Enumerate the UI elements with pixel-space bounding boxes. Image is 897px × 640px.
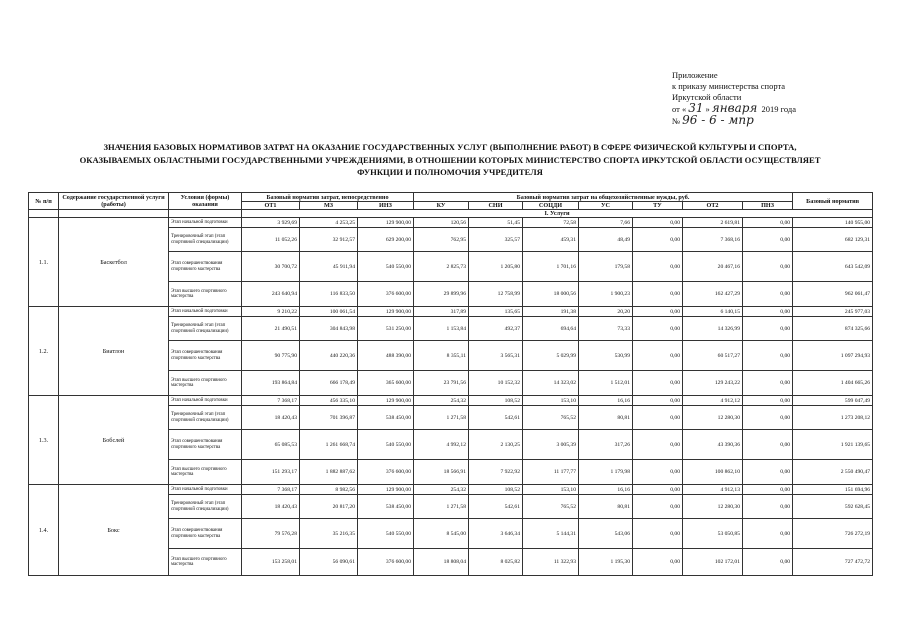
value-cell: 317,89	[414, 307, 469, 317]
value-cell: 129 900,00	[358, 485, 414, 495]
group-number: 1.2.	[29, 307, 59, 396]
value-cell: 1 900,23	[579, 282, 633, 307]
value-cell: 682 129,31	[793, 228, 873, 252]
value-cell: 530,99	[579, 341, 633, 371]
value-cell: 1 404 665,26	[793, 371, 873, 396]
value-cell: 193 864,84	[242, 371, 300, 396]
value-cell: 0,00	[633, 341, 683, 371]
section-blank	[169, 210, 242, 218]
value-cell: 18 566,91	[414, 460, 469, 485]
value-cell: 45 911,94	[300, 252, 358, 282]
date-year: 2019 года	[761, 104, 797, 114]
header-col-sni: СНИ	[469, 202, 523, 210]
value-cell: 2 619,81	[683, 218, 743, 228]
value-cell: 0,00	[743, 371, 793, 396]
value-cell: 1 701,16	[523, 252, 579, 282]
value-cell: 7,66	[579, 218, 633, 228]
value-cell: 492,37	[469, 317, 523, 341]
appendix-line-2: к приказу министерства спорта	[672, 81, 786, 91]
value-cell: 5 144,31	[523, 519, 579, 549]
value-cell: 540 550,00	[358, 430, 414, 460]
value-cell: 0,00	[743, 519, 793, 549]
header-col-mz: МЗ	[300, 202, 358, 210]
value-cell: 65 085,53	[242, 430, 300, 460]
value-cell: 592 628,45	[793, 495, 873, 519]
header-general: Базовый норматив затрат на общехозяйственные нужды, руб.	[414, 193, 793, 202]
value-cell: 0,00	[743, 228, 793, 252]
value-cell: 694,64	[523, 317, 579, 341]
sport-name: Баскетбол	[59, 218, 169, 307]
appendix-number	[672, 115, 872, 127]
value-cell: 701 396,87	[300, 406, 358, 430]
value-cell: 16,16	[579, 396, 633, 406]
value-cell: 8 545,00	[414, 519, 469, 549]
value-cell: 376 600,00	[358, 549, 414, 576]
condition-cell: Этап высшего спортивного мастерства	[169, 371, 242, 396]
value-cell: 56 090,61	[300, 549, 358, 576]
value-cell: 21 490,51	[242, 317, 300, 341]
value-cell: 243 640,94	[242, 282, 300, 307]
value-cell: 0,00	[633, 371, 683, 396]
value-cell: 11 322,93	[523, 549, 579, 576]
value-cell: 0,00	[743, 430, 793, 460]
value-cell: 440 220,36	[300, 341, 358, 371]
value-cell: 12 280,30	[683, 495, 743, 519]
value-cell: 108,52	[469, 485, 523, 495]
value-cell: 0,00	[633, 317, 683, 341]
value-cell: 1 882 887,62	[300, 460, 358, 485]
title-line-3: ФУНКЦИИ И ПОЛНОМОЧИЯ УЧРЕДИТЕЛЯ	[357, 167, 543, 177]
value-cell: 540 550,00	[358, 519, 414, 549]
value-cell: 51,45	[469, 218, 523, 228]
value-cell: 135,65	[469, 307, 523, 317]
value-cell: 120,56	[414, 218, 469, 228]
value-cell: 6 140,15	[683, 307, 743, 317]
value-cell: 0,00	[743, 218, 793, 228]
header-conditions: Условия (формы) оказания	[169, 193, 242, 210]
value-cell: 0,00	[633, 228, 683, 252]
value-cell: 2 550 490,47	[793, 460, 873, 485]
value-cell: 1 512,01	[579, 371, 633, 396]
value-cell: 162 427,29	[683, 282, 743, 307]
value-cell: 317,26	[579, 430, 633, 460]
condition-cell: Этап начальной подготовки	[169, 218, 242, 228]
value-cell: 4 912,13	[683, 485, 743, 495]
value-cell: 1 261 668,74	[300, 430, 358, 460]
value-cell: 1 097 294,93	[793, 341, 873, 371]
sport-name: Биатлон	[59, 307, 169, 396]
value-cell: 108,52	[469, 396, 523, 406]
value-cell: 153,10	[523, 485, 579, 495]
condition-cell: Этап совершенствования спортивного мастерства	[169, 430, 242, 460]
value-cell: 962 061,47	[793, 282, 873, 307]
value-cell: 1 205,80	[469, 252, 523, 282]
value-cell: 0,00	[633, 282, 683, 307]
condition-cell: Этап начальной подготовки	[169, 396, 242, 406]
header-col-ot1: ОТ1	[242, 202, 300, 210]
value-cell: 538 450,00	[358, 495, 414, 519]
value-cell: 0,00	[633, 519, 683, 549]
value-cell: 11 052,26	[242, 228, 300, 252]
value-cell: 0,00	[743, 549, 793, 576]
group-number: 1.3.	[29, 396, 59, 485]
value-cell: 20,20	[579, 307, 633, 317]
value-cell: 254,32	[414, 485, 469, 495]
group-number: 1.1.	[29, 218, 59, 307]
value-cell: 30 700,72	[242, 252, 300, 282]
condition-cell: Тренировочный этап (этап спортивной специализации)	[169, 317, 242, 341]
value-cell: 18 000,56	[523, 282, 579, 307]
handwritten-number: 96 - 6 - мпр	[682, 113, 754, 127]
value-cell: 365 600,00	[358, 371, 414, 396]
condition-cell: Этап высшего спортивного мастерства	[169, 282, 242, 307]
condition-cell: Этап высшего спортивного мастерства	[169, 549, 242, 576]
value-cell: 666 178,49	[300, 371, 358, 396]
header-col-ot2: ОТ2	[683, 202, 743, 210]
value-cell: 151 694,96	[793, 485, 873, 495]
value-cell: 90 775,90	[242, 341, 300, 371]
header-col-ku: КУ	[414, 202, 469, 210]
value-cell: 7 368,16	[683, 228, 743, 252]
value-cell: 8 982,56	[300, 485, 358, 495]
section-blank	[59, 210, 169, 218]
document-title	[40, 141, 860, 179]
value-cell: 8 025,82	[469, 549, 523, 576]
value-cell: 1 271,58	[414, 406, 469, 430]
value-cell: 60 517,27	[683, 341, 743, 371]
value-cell: 100 862,10	[683, 460, 743, 485]
value-cell: 599 047,49	[793, 396, 873, 406]
value-cell: 140 955,00	[793, 218, 873, 228]
value-cell: 153 258,01	[242, 549, 300, 576]
value-cell: 0,00	[633, 430, 683, 460]
value-cell: 129 900,00	[358, 396, 414, 406]
value-cell: 2 130,25	[469, 430, 523, 460]
header-direct: Базовый норматив затрат, непосредственно	[242, 193, 414, 202]
value-cell: 35 216,35	[300, 519, 358, 549]
value-cell: 8 355,11	[414, 341, 469, 371]
value-cell: 762,95	[414, 228, 469, 252]
sport-name: Бокс	[59, 485, 169, 576]
header-content: Содержание государственной услуги (работы)	[59, 193, 169, 210]
date-prefix: от «	[672, 104, 687, 114]
value-cell: 12 280,30	[683, 406, 743, 430]
value-cell: 9 210,22	[242, 307, 300, 317]
value-cell: 151 293,17	[242, 460, 300, 485]
value-cell: 0,00	[743, 460, 793, 485]
value-cell: 376 600,00	[358, 460, 414, 485]
title-line-1: ЗНАЧЕНИЯ БАЗОВЫХ НОРМАТИВОВ ЗАТРАТ НА ОКАЗАНИЕ ГОСУДАРСТВЕННЫХ УСЛУГ (ВЫПОЛНЕНИЕ РАБОТ) В СФЕРЕ ФИЗИЧЕСКОЙ КУЛЬТУРЫ И СПОРТА,	[103, 142, 797, 152]
value-cell: 4 253,25	[300, 218, 358, 228]
value-cell: 245 977,03	[793, 307, 873, 317]
value-cell: 543,06	[579, 519, 633, 549]
value-cell: 0,00	[743, 317, 793, 341]
value-cell: 1 195,30	[579, 549, 633, 576]
value-cell: 100 061,54	[300, 307, 358, 317]
value-cell: 7 368,17	[242, 396, 300, 406]
value-cell: 0,00	[743, 495, 793, 519]
value-cell: 629 200,00	[358, 228, 414, 252]
value-cell: 2 825,73	[414, 252, 469, 282]
value-cell: 488 390,00	[358, 341, 414, 371]
value-cell: 0,00	[743, 282, 793, 307]
value-cell: 1 271,58	[414, 495, 469, 519]
title-line-2: ОКАЗЫВАЕМЫХ ОБЛАСТНЫМИ ГОСУДАРСТВЕННЫМИ УЧРЕЖДЕНИЯМИ, В ОТНОШЕНИИ КОТОРЫХ МИНИСТЕРСТВО СПОРТА ИРКУТСКОЙ ОБЛАСТИ ОСУЩЕСТВЛЯЕТ	[79, 154, 821, 165]
value-cell: 0,00	[743, 406, 793, 430]
header-base: Базовый норматив	[793, 193, 873, 210]
condition-cell: Этап начальной подготовки	[169, 485, 242, 495]
value-cell: 7 922,92	[469, 460, 523, 485]
condition-cell: Этап начальной подготовки	[169, 307, 242, 317]
value-cell: 1 921 139,65	[793, 430, 873, 460]
value-cell: 73,33	[579, 317, 633, 341]
value-cell: 765,52	[523, 406, 579, 430]
value-cell: 874 325,66	[793, 317, 873, 341]
value-cell: 726 272,19	[793, 519, 873, 549]
appendix-line-1: Приложение	[672, 70, 718, 80]
value-cell: 72,58	[523, 218, 579, 228]
condition-cell: Этап совершенствования спортивного мастерства	[169, 519, 242, 549]
value-cell: 80,81	[579, 406, 633, 430]
value-cell: 20 817,20	[300, 495, 358, 519]
value-cell: 0,00	[633, 218, 683, 228]
value-cell: 80,81	[579, 495, 633, 519]
value-cell: 0,00	[633, 460, 683, 485]
value-cell: 179,58	[579, 252, 633, 282]
condition-cell: Тренировочный этап (этап спортивной специализации)	[169, 495, 242, 519]
header-col-tu: ТУ	[633, 202, 683, 210]
number-prefix: №	[672, 116, 681, 126]
value-cell: 4 992,12	[414, 430, 469, 460]
value-cell: 0,00	[743, 307, 793, 317]
value-cell: 727 472,72	[793, 549, 873, 576]
value-cell: 43 390,36	[683, 430, 743, 460]
header-col-pnz: ПНЗ	[743, 202, 793, 210]
value-cell: 116 833,50	[300, 282, 358, 307]
value-cell: 456 335,10	[300, 396, 358, 406]
value-cell: 102 172,01	[683, 549, 743, 576]
header-col-us: УС	[579, 202, 633, 210]
value-cell: 304 843,98	[300, 317, 358, 341]
value-cell: 129 900,00	[358, 307, 414, 317]
handwritten-day: 31	[688, 101, 704, 115]
value-cell: 376 600,00	[358, 282, 414, 307]
group-number: 1.4.	[29, 485, 59, 576]
appendix-block	[672, 70, 872, 127]
value-cell: 14 323,02	[523, 371, 579, 396]
value-cell: 3 929,69	[242, 218, 300, 228]
value-cell: 0,00	[633, 252, 683, 282]
value-cell: 0,00	[633, 307, 683, 317]
value-cell: 20 467,16	[683, 252, 743, 282]
table-row	[29, 485, 873, 495]
value-cell: 0,00	[633, 495, 683, 519]
value-cell: 12 758,99	[469, 282, 523, 307]
value-cell: 1 273 208,12	[793, 406, 873, 430]
value-cell: 191,38	[523, 307, 579, 317]
value-cell: 0,00	[743, 396, 793, 406]
value-cell: 0,00	[633, 549, 683, 576]
condition-cell: Этап высшего спортивного мастерства	[169, 460, 242, 485]
value-cell: 18 420,43	[242, 495, 300, 519]
value-cell: 765,52	[523, 495, 579, 519]
table-row	[29, 218, 873, 228]
value-cell: 542,61	[469, 495, 523, 519]
condition-cell: Тренировочный этап (этап спортивной специализации)	[169, 406, 242, 430]
value-cell: 153,10	[523, 396, 579, 406]
value-cell: 459,31	[523, 228, 579, 252]
date-mid: »	[705, 104, 710, 114]
value-cell: 5 029,99	[523, 341, 579, 371]
value-cell: 4 912,12	[683, 396, 743, 406]
condition-cell: Этап совершенствования спортивного мастерства	[169, 341, 242, 371]
value-cell: 14 326,99	[683, 317, 743, 341]
value-cell: 0,00	[633, 406, 683, 430]
value-cell: 0,00	[743, 485, 793, 495]
value-cell: 538 450,00	[358, 406, 414, 430]
value-cell: 7 368,17	[242, 485, 300, 495]
value-cell: 3 005,39	[523, 430, 579, 460]
value-cell: 254,32	[414, 396, 469, 406]
value-cell: 325,57	[469, 228, 523, 252]
value-cell: 11 177,77	[523, 460, 579, 485]
value-cell: 10 152,32	[469, 371, 523, 396]
value-cell: 79 576,28	[242, 519, 300, 549]
value-cell: 3 565,31	[469, 341, 523, 371]
section-title: I. Услуги	[242, 210, 873, 218]
appendix-line-3: Иркутской области	[672, 92, 742, 102]
value-cell: 23 791,56	[414, 371, 469, 396]
value-cell: 32 912,57	[300, 228, 358, 252]
condition-cell: Тренировочный этап (этап спортивной специализации)	[169, 228, 242, 252]
value-cell: 18 808,04	[414, 549, 469, 576]
value-cell: 16,16	[579, 485, 633, 495]
value-cell: 0,00	[743, 252, 793, 282]
table-row	[29, 396, 873, 406]
value-cell: 18 420,43	[242, 406, 300, 430]
header-col-inz: ИНЗ	[358, 202, 414, 210]
condition-cell: Этап совершенствования спортивного мастерства	[169, 252, 242, 282]
table-row	[29, 307, 873, 317]
handwritten-month: января	[711, 101, 758, 115]
value-cell: 3 646,34	[469, 519, 523, 549]
header-num: № п/п	[29, 193, 59, 210]
value-cell: 129 243,22	[683, 371, 743, 396]
value-cell: 29 899,96	[414, 282, 469, 307]
header-col-socdi: СОЦДИ	[523, 202, 579, 210]
value-cell: 129 900,00	[358, 218, 414, 228]
value-cell: 542,61	[469, 406, 523, 430]
value-cell: 1 153,84	[414, 317, 469, 341]
value-cell: 53 050,85	[683, 519, 743, 549]
value-cell: 643 542,09	[793, 252, 873, 282]
value-cell: 0,00	[633, 396, 683, 406]
norms-table	[28, 192, 873, 576]
value-cell: 48,49	[579, 228, 633, 252]
sport-name: Бобслей	[59, 396, 169, 485]
section-blank	[29, 210, 59, 218]
value-cell: 0,00	[743, 341, 793, 371]
value-cell: 1 179,98	[579, 460, 633, 485]
value-cell: 531 250,00	[358, 317, 414, 341]
value-cell: 0,00	[633, 485, 683, 495]
value-cell: 540 550,00	[358, 252, 414, 282]
